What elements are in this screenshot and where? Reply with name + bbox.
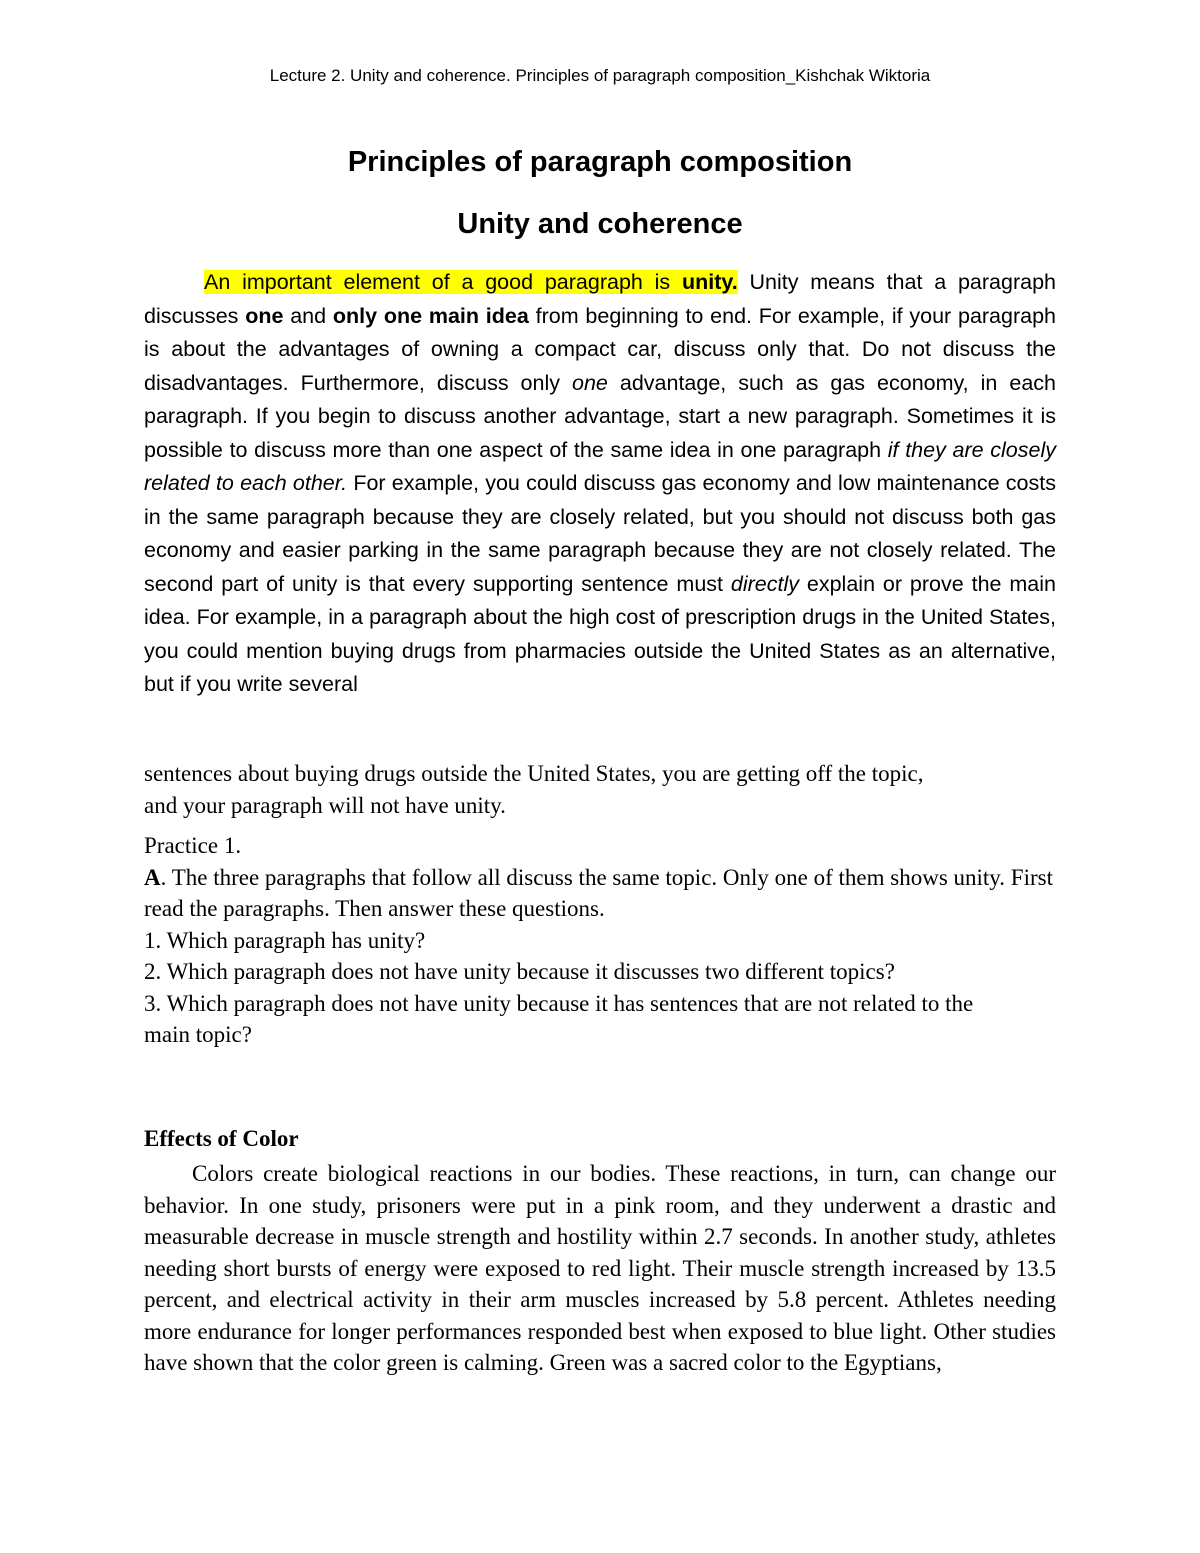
- unity-paragraph-continuation: [144, 758, 1056, 821]
- practice-section: [144, 830, 1056, 1051]
- trailing-line-1: sentences about buying drugs outside the United States, you are getting off the topic,: [144, 761, 924, 786]
- italic-one: one: [572, 370, 608, 395]
- trailing-line-2: and your paragraph will not have unity.: [144, 792, 506, 818]
- italic-closely-related: if they are closely related to each other.: [144, 437, 1056, 495]
- effects-of-color-title: Effects of Color: [144, 1126, 299, 1151]
- page-title: Principles of paragraph composition: [347, 146, 853, 178]
- effects-body-text: Colors create biological reactions in our bodies. These reactions, in turn, can change our behavior. In one study, prisoners were put in a pink room, and they underwent a drastic and measurable decrease in muscle strength and hostility within 2.7 seconds. In another study, athletes needing short bursts of energy were exposed to red light. Their muscle strength increased by 13.5 percent, and electrical activity in their arm muscles increased by 5.8 percent. Athletes needing more endurance for longer performances responded best when exposed to blue light. Other studies have shown that the color green is calming. Green was a sacred color to the Egyptians,: [144, 1161, 1056, 1375]
- page-subtitle: Unity and coherence: [457, 208, 743, 240]
- question-2: 2. Which paragraph does not have unity because it discusses two different topics?: [144, 959, 895, 984]
- highlight-bold-unity: unity.: [681, 270, 738, 294]
- unity-paragraph: [144, 266, 1056, 702]
- practice-instructions: [144, 862, 1056, 925]
- unity-text-3: from beginning to end. For example, if your paragraph is about the advantages of owning a compact car, discuss only that. Do not discuss the disadvantages. Furthermore, discuss only: [144, 303, 1057, 395]
- practice-a-label: A: [144, 864, 161, 890]
- unity-text-2: and: [283, 303, 333, 328]
- unity-text-5: For example, you could discuss gas economy and low maintenance costs in the same paragraph because they are closely related, but you should not discuss both gas economy and easier parking in the same paragraph because they are not closely related. The second part of unity is that every supporting sentence must: [144, 471, 1056, 596]
- page-header: Lecture 2. Unity and coherence. Principles of paragraph composition_Kishchak Wiktoria: [269, 66, 931, 85]
- unity-text-4: advantage, such as gas economy, in each paragraph. If you begin to discuss another advantage, start a new paragraph. Sometimes it is possible to discuss more than one aspect of the same idea in one paragraph: [144, 370, 1056, 462]
- practice-a-text: . The three paragraphs that follow all discuss the same topic. Only one of them shows unity. First read the paragraphs. Then answer these questions.: [144, 864, 1053, 921]
- bold-one: one: [245, 303, 284, 328]
- unity-text-1: Unity means that a paragraph discusses: [144, 270, 1056, 328]
- question-3: 3. Which paragraph does not have unity because it has sentences that are not related to the main topic?: [144, 990, 974, 1047]
- bold-only-one-main-idea: only one main idea: [332, 303, 529, 328]
- italic-directly: directly: [730, 571, 799, 596]
- practice-heading: Practice 1.: [144, 833, 242, 858]
- unity-text-6: explain or prove the main idea. For example, in a paragraph about the high cost of prescription drugs in the United States, you could mention buying drugs from pharmacies outside the United States as an alternative, but if you write several: [144, 571, 1056, 696]
- question-1: 1. Which paragraph has unity?: [144, 927, 426, 953]
- highlight-text: An important element of a good paragraph is: [204, 270, 682, 294]
- highlighted-sentence: [204, 270, 738, 294]
- effects-of-color-paragraph: [144, 1158, 1056, 1379]
